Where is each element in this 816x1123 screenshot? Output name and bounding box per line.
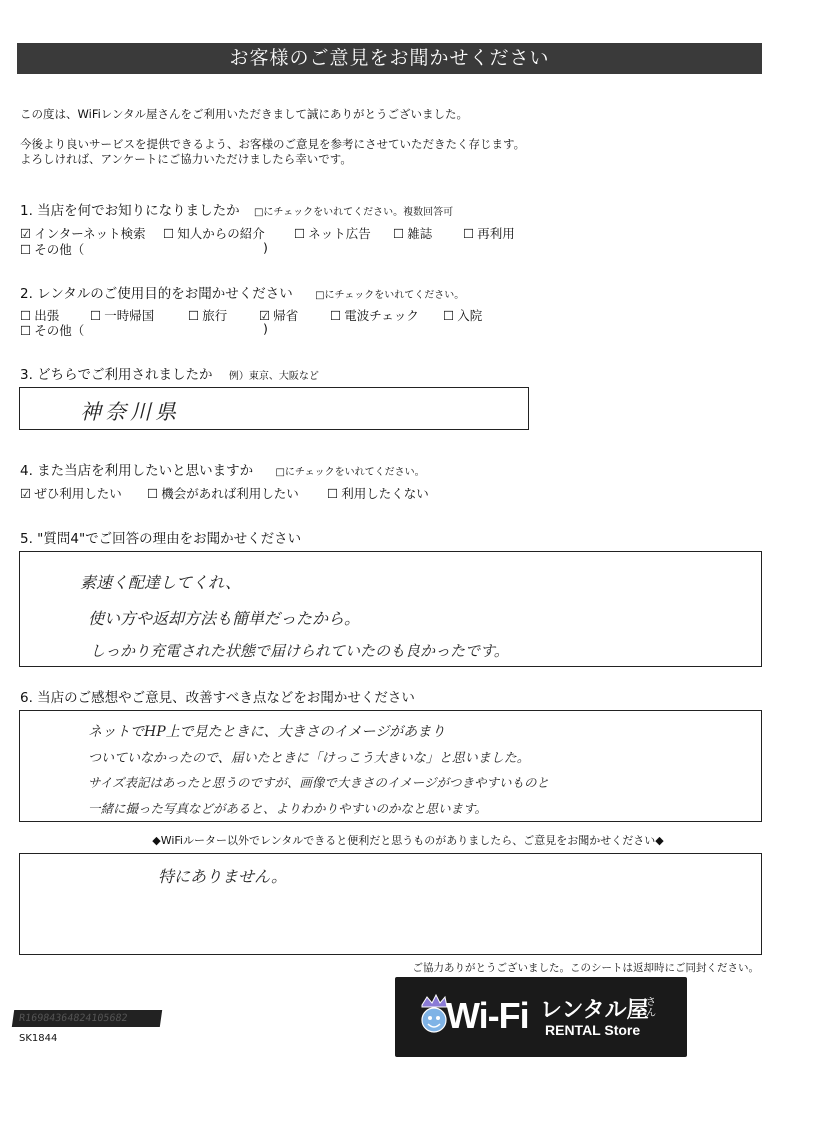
q2-option-hospital[interactable]: ☐ 入院 bbox=[443, 306, 482, 324]
q6-answer-line-4: 一緒に撮った写真などがあると、よりわかりやすいのかなと思います。 bbox=[88, 801, 488, 816]
q5-title: 5. "質問4"でご回答の理由をお聞かせください bbox=[20, 531, 302, 547]
logo-san: さん bbox=[646, 997, 656, 1019]
q4-option-if-chance[interactable]: ☐ 機会があれば利用したい bbox=[147, 484, 299, 502]
q4-title bbox=[20, 459, 425, 479]
q2-option-travel[interactable]: ☐ 旅行 bbox=[188, 306, 227, 324]
q6-answer-line-2: ついていなかったので、届いたときに「けっこう大きいな」と思いました。 bbox=[88, 751, 530, 766]
logo-wifi: Wi-Fi bbox=[446, 995, 529, 1036]
q6-answer-line-3: サイズ表記はあったと思うのですが、画像で大きさのイメージがつきやすいものと bbox=[88, 775, 550, 790]
q6-answer-line-1: ネットでHP上で見たときに、大きさのイメージがあまり bbox=[88, 724, 446, 740]
q4-title-text: 4. また当店を利用したいと思いますか bbox=[20, 463, 254, 479]
q6-title: 6. 当店のご感想やご意見、改善すべき点などをお聞かせください bbox=[20, 690, 415, 706]
q7-answer: 特にありません。 bbox=[158, 867, 287, 886]
logo-japanese: レンタル屋 bbox=[540, 998, 649, 1023]
q1-option-magazine[interactable]: ☐ 雑誌 bbox=[393, 224, 432, 242]
q2-title bbox=[20, 282, 464, 302]
q6-answer-box[interactable] bbox=[19, 710, 762, 822]
q2-note: □にチェックをいれてください。 bbox=[315, 290, 465, 301]
q5-answer-box[interactable] bbox=[19, 551, 762, 667]
thanks-note: ご協力ありがとうございました。このシートは返却時にご同封ください。 bbox=[412, 962, 759, 974]
intro-line-3: よろしければ、アンケートにご協力いただけましたら幸いです。 bbox=[20, 152, 352, 166]
q1-option-net-ad[interactable]: ☐ ネット広告 bbox=[294, 224, 371, 242]
q2-other-close: ) bbox=[263, 321, 268, 336]
q5-answer-line-2: 使い方や返却方法も簡単だったから。 bbox=[88, 609, 361, 628]
logo-english: RENTAL Store bbox=[545, 1022, 641, 1038]
q1-option-referral[interactable]: ☐ 知人からの紹介 bbox=[163, 224, 265, 242]
q1-title-text: 1. 当店を何でお知りになりましたか bbox=[20, 203, 240, 219]
q1-option-other[interactable]: ☐ その他（ bbox=[20, 240, 84, 258]
q3-note: 例）東京、大阪など bbox=[228, 371, 319, 382]
q7-title: ◆WiFiルーター以外でレンタルできると便利だと思うものがありましたら、ご意見をお聞かせください◆ bbox=[152, 834, 664, 847]
q2-option-signal-check[interactable]: ☐ 電波チェック bbox=[330, 306, 419, 324]
q2-title-text: 2. レンタルのご使用目的をお聞かせください bbox=[20, 286, 293, 302]
q3-answer-box[interactable] bbox=[19, 387, 529, 430]
intro-line-2: 今後より良いサービスを提供できるよう、お客様のご意見を参考にさせていただきたく存じます。 bbox=[20, 137, 526, 151]
q5-answer-line-1: 素速く配達してくれ、 bbox=[80, 573, 241, 592]
sheet-id: SK1844 bbox=[19, 1033, 58, 1044]
q1-other-close: ) bbox=[263, 240, 268, 255]
q2-option-business[interactable]: ☐ 出張 bbox=[20, 306, 59, 324]
q3-title bbox=[20, 363, 319, 383]
intro-line-1: この度は、WiFiレンタル屋さんをご利用いただきまして誠にありがとうございました。 bbox=[20, 107, 469, 121]
barcode: R16984364824105682 bbox=[12, 1010, 162, 1027]
q4-option-no[interactable]: ☐ 利用したくない bbox=[327, 484, 429, 502]
q1-option-reuse[interactable]: ☐ 再利用 bbox=[463, 224, 515, 242]
q3-answer: 神奈川県 bbox=[80, 400, 180, 424]
q3-title-text: 3. どちらでご利用されましたか bbox=[20, 367, 213, 383]
q4-option-definitely[interactable]: ☑ ぜひ利用したい bbox=[20, 484, 122, 502]
q1-title bbox=[20, 199, 453, 219]
q5-answer-line-3: しっかり充電された状態で届けられていたのも良かったです。 bbox=[90, 642, 509, 660]
q2-option-temporary-return[interactable]: ☐ 一時帰国 bbox=[90, 306, 154, 324]
q1-note: □にチェックをいれてください。複数回答可 bbox=[253, 207, 454, 218]
q4-note: □にチェックをいれてください。 bbox=[275, 467, 425, 478]
q2-option-other[interactable]: ☐ その他（ bbox=[20, 321, 84, 339]
q2-option-homecoming[interactable]: ☑ 帰省 bbox=[259, 306, 298, 324]
q1-option-internet[interactable]: ☑ インターネット検索 bbox=[20, 224, 146, 242]
q7-answer-box[interactable] bbox=[19, 853, 762, 955]
page-title: お客様のご意見をお聞かせください bbox=[17, 43, 762, 74]
